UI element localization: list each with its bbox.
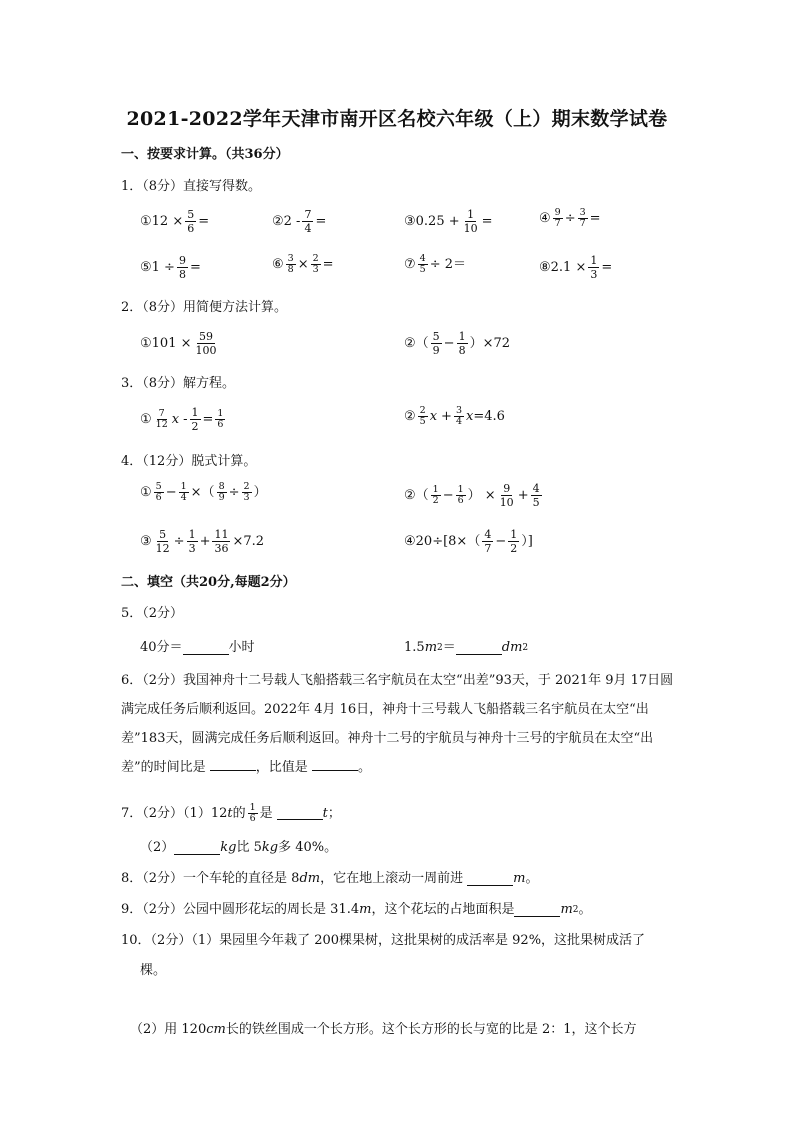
q2-heading: 2．（8分）用简便方法计算。 [121,300,288,315]
q9-line: 9．（2分）公园中圆形花坛的周长是 31.4 m ，这个花坛的占地面积是 m 2 。 [121,902,592,917]
q5-item-2: 1.5 m 2 ＝ dm 2 [404,640,529,655]
q4-heading: 4．（12分）脱式计算。 [121,454,257,469]
q4-item-1: ① $\frac{5}{6}$ − $\frac{1}{4}$ ×（ $\frac{8}{9}$ ÷ $\frac{2}{3}$ ） [140,481,267,503]
q1-item-1: ①12 × $\frac{5}{6}$ = [140,208,210,235]
q4-item-3: ③ $\frac{5}{12}$ ÷ $\frac{1}{3}$ + $\frac{11}{36}$ ×7.2 [140,528,265,555]
q1-item-2: ②2 - $\frac{7}{4}$ = [272,208,327,235]
q5-item-1: 40分＝ 小时 [140,640,255,655]
q5-heading: 5．（2分） [121,606,184,621]
q2-item-1: ①101 × $\frac{59}{100}$ [140,330,217,357]
q2-item-2: ②（ $\frac{5}{9}$ − $\frac{1}{8}$ ）×72 [404,330,510,357]
q6-paragraph: 6．（2分）我国神舟十二号载人飞船搭载三名宇航员在太空“出差”93天，于 2021年 9月 17日圆满完成任务后顺利返回。2022年 4月 16日，神舟十三号载人飞船搭载三名宇航员在太空“出差”183天，圆满完成任务后顺利返回。神舟十二号的宇航员与神舟十三号的宇航员在太空“出差”的时间比是 ，比值是 。 [121,673,674,775]
q4-item-2: ②（ $\frac{1}{2}$ − $\frac{1}{6}$ ） × $\frac{9}{10}$ + $\frac{4}{5}$ [404,482,540,509]
q1-item-3: ③0.25 + $\frac{1}{10}$ = [404,208,493,235]
q1-item-4: ④ $\frac{9}{7}$ ÷ $\frac{3}{7}$ = [539,207,601,229]
q7-part-1: 7．（2分）（1）12 t 的 $\frac{1}{6}$ 是 t ； [121,802,341,824]
q1-item-8: ⑧2.1 × $\frac{1}{3}$ = [539,254,613,281]
answer-blank [183,642,229,655]
q1-item-7: ⑦ $\frac{4}{5}$ ÷ 2＝ [404,253,466,275]
q1-item-6: ⑥ $\frac{3}{8}$ × $\frac{2}{3}$ = [272,253,334,275]
answer-blank [514,904,560,917]
q1-item-5: ⑤1 ÷ $\frac{9}{8}$ = [140,254,201,281]
q7-part-2: （2） kg 比 5 kg 多 40%。 [140,840,338,855]
q10-part-2: （2）用 120 cm 长的铁丝围成一个长方形。这个长方形的长与宽的比是 2：1，这个长方 [130,1022,637,1037]
answer-blank [210,758,256,771]
q3-item-1: ① $\frac{7}{12}$ x - $\frac{1}{2}$ = $\frac{1}{6}$ [140,406,224,433]
answer-blank [456,642,502,655]
answer-blank [312,758,358,771]
q1-heading: 1．（8分）直接写得数。 [121,179,262,194]
q3-heading: 3．（8分）解方程。 [121,376,236,391]
answer-blank [277,807,323,820]
q8-line: 8．（2分）一个车轮的直径是 8 dm ，它在地上滚动一周前进 m 。 [121,871,539,886]
q10-part-1-cont: 棵。 [140,963,167,978]
answer-blank [467,873,513,886]
q4-item-4: ④20÷[8×（ $\frac{4}{7}$ − $\frac{1}{2}$ ）] [404,528,533,555]
exam-title: 2021-2022学年天津市南开区名校六年级（上）期末数学试卷 [126,108,668,130]
section-2-heading: 二、填空（共20分,每题2分） [121,575,296,590]
q3-item-2: ② $\frac{2}{5}$ x + $\frac{3}{4}$ x =4.6 [404,405,505,427]
answer-blank [174,842,220,855]
section-1-heading: 一、按要求计算。（共36分） [121,147,289,162]
q10-part-1: 10．（2分）（1）果园里今年栽了 200棵果树，这批果树的成活率是 92%，这批果树成活了 [121,933,646,948]
